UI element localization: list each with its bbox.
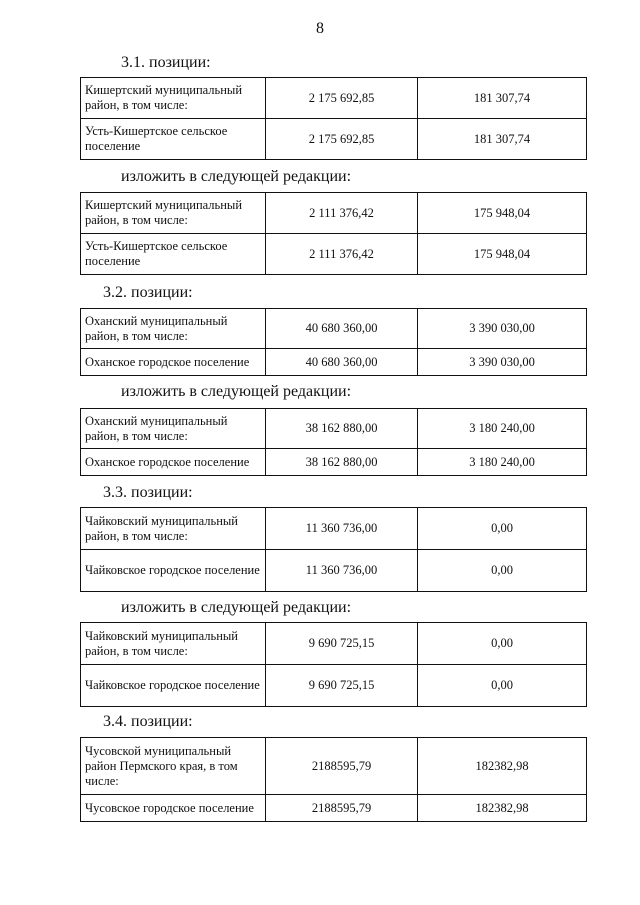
data-table (80, 622, 587, 707)
municipality-name: Оханский муниципальный район, в том числе: (81, 309, 266, 349)
municipality-name: Кишертский муниципальный район, в том числе: (81, 193, 266, 234)
table-row (81, 78, 587, 119)
amount-secondary: 175 948,04 (418, 234, 587, 275)
amount-secondary: 0,00 (418, 665, 587, 707)
data-table (80, 308, 587, 376)
amount-total: 2188595,79 (266, 795, 418, 822)
amount-total: 2 111 376,42 (266, 234, 418, 275)
table-row (81, 665, 587, 707)
table-row (81, 119, 587, 160)
municipality-name: Оханский муниципальный район, в том числе: (81, 409, 266, 449)
table-row (81, 623, 587, 665)
table-row (81, 795, 587, 822)
amount-total: 11 360 736,00 (266, 508, 418, 550)
amount-total: 38 162 880,00 (266, 449, 418, 476)
data-table (80, 408, 587, 476)
municipality-name: Чайковское городское поселение (81, 550, 266, 592)
municipality-name: Кишертский муниципальный район, в том числе: (81, 78, 266, 119)
municipality-name: Чусовское городское поселение (81, 795, 266, 822)
municipality-name: Усть-Кишертское сельское поселение (81, 119, 266, 160)
table-row (81, 508, 587, 550)
municipality-name: Оханское городское поселение (81, 349, 266, 376)
section-heading: 3.1. позиции: (121, 54, 211, 71)
amount-secondary: 181 307,74 (418, 119, 587, 160)
amount-secondary: 182382,98 (418, 738, 587, 795)
amount-total: 2188595,79 (266, 738, 418, 795)
municipality-name: Чайковский муниципальный район, в том числе: (81, 623, 266, 665)
amount-total: 38 162 880,00 (266, 409, 418, 449)
data-table (80, 737, 587, 822)
amount-total: 9 690 725,15 (266, 623, 418, 665)
amount-total: 2 175 692,85 (266, 119, 418, 160)
table-row (81, 409, 587, 449)
amount-secondary: 3 390 030,00 (418, 349, 587, 376)
amount-total: 2 175 692,85 (266, 78, 418, 119)
municipality-name: Чайковское городское поселение (81, 665, 266, 707)
amount-secondary: 3 180 240,00 (418, 409, 587, 449)
table-row (81, 349, 587, 376)
section-heading: 3.2. позиции: (103, 284, 193, 301)
section-heading: изложить в следующей редакции: (121, 599, 352, 616)
data-table (80, 507, 587, 592)
amount-total: 40 680 360,00 (266, 349, 418, 376)
table-row (81, 738, 587, 795)
amount-total: 9 690 725,15 (266, 665, 418, 707)
amount-secondary: 0,00 (418, 550, 587, 592)
amount-secondary: 3 180 240,00 (418, 449, 587, 476)
amount-secondary: 0,00 (418, 508, 587, 550)
table-row (81, 309, 587, 349)
municipality-name: Чусовской муниципальный район Пермского края, в том числе: (81, 738, 266, 795)
amount-secondary: 175 948,04 (418, 193, 587, 234)
table-row (81, 193, 587, 234)
table-row (81, 449, 587, 476)
amount-secondary: 3 390 030,00 (418, 309, 587, 349)
section-heading: изложить в следующей редакции: (121, 383, 352, 400)
municipality-name: Усть-Кишертское сельское поселение (81, 234, 266, 275)
section-heading: 3.4. позиции: (103, 713, 193, 730)
amount-total: 40 680 360,00 (266, 309, 418, 349)
amount-secondary: 0,00 (418, 623, 587, 665)
amount-total: 11 360 736,00 (266, 550, 418, 592)
amount-total: 2 111 376,42 (266, 193, 418, 234)
table-row (81, 234, 587, 275)
amount-secondary: 182382,98 (418, 795, 587, 822)
page-number: 8 (316, 20, 324, 37)
data-table (80, 77, 587, 160)
amount-secondary: 181 307,74 (418, 78, 587, 119)
municipality-name: Чайковский муниципальный район, в том числе: (81, 508, 266, 550)
data-table (80, 192, 587, 275)
section-heading: изложить в следующей редакции: (121, 168, 352, 185)
section-heading: 3.3. позиции: (103, 484, 193, 501)
table-row (81, 550, 587, 592)
municipality-name: Оханское городское поселение (81, 449, 266, 476)
